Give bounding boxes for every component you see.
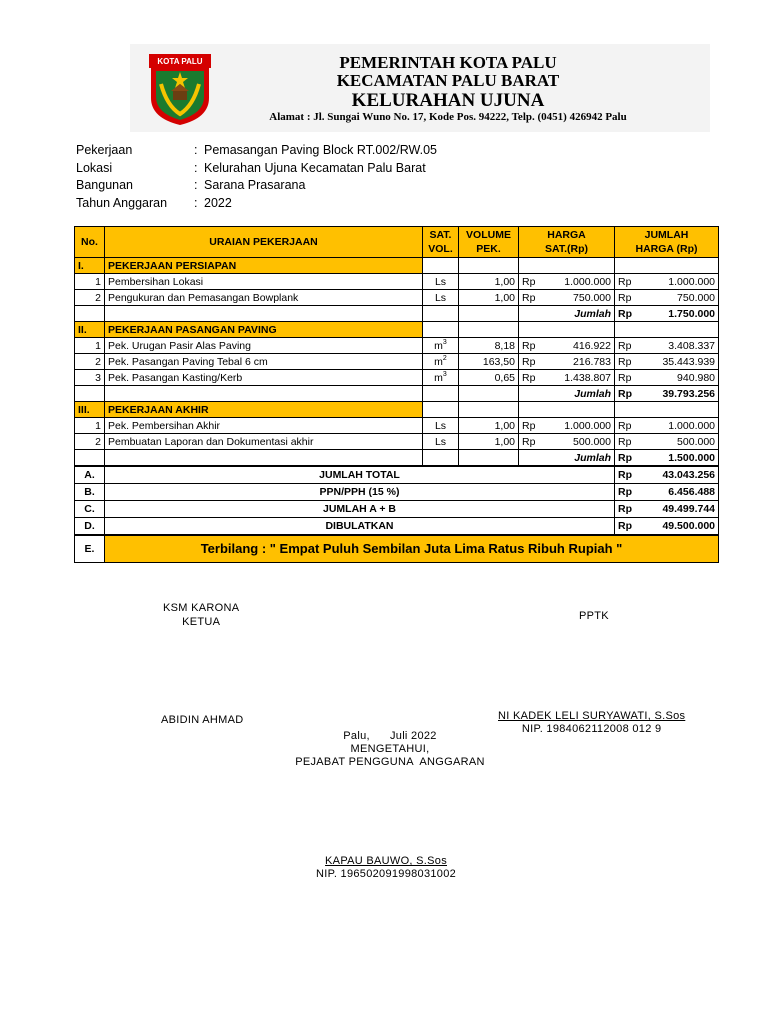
kota-palu-emblem-icon bbox=[147, 54, 213, 126]
total-row: A. JUMLAH TOTAL Rp 43.043.256 bbox=[75, 466, 719, 484]
section-row bbox=[75, 402, 719, 418]
table-row: 2 Pembuatan Laporan dan Dokumentasi akhir Ls 1,00 Rp 500.000 Rp 500.000 bbox=[75, 434, 719, 450]
info-value: Pemasangan Paving Block RT.002/RW.05 bbox=[204, 143, 438, 157]
info-key: Bangunan bbox=[76, 178, 134, 192]
info-value: Sarana Prasarana bbox=[204, 178, 306, 192]
section-row bbox=[75, 258, 719, 274]
place-date: Palu, Juli 2022 bbox=[343, 730, 437, 742]
ksm-name: ABIDIN AHMAD bbox=[161, 714, 244, 726]
info-row: Lokasi : Kelurahan Ujuna Kecamatan Palu Barat bbox=[76, 160, 437, 178]
signature-pa bbox=[316, 855, 456, 881]
pptk-name: NI KADEK LELI SURYAWATI, S.Sos bbox=[498, 710, 686, 722]
ksm-role: KETUA bbox=[182, 616, 221, 628]
table-row: 2 Pek. Pasangan Paving Tebal 6 cm $m^2$ 163,50 Rp 216.783 Rp 35.443.939 bbox=[75, 354, 719, 370]
table-row: 1 Pek. Pembersihan Akhir Ls 1,00 Rp 1.000.000 Rp 1.000.000 bbox=[75, 418, 719, 434]
info-row: Pekerjaan : Pemasangan Paving Block RT.002/RW.05 bbox=[76, 142, 437, 160]
info-row: Bangunan : Sarana Prasarana bbox=[76, 177, 437, 195]
pptk-role: PPTK bbox=[579, 610, 609, 622]
section-title: PEKERJAAN PASANGAN PAVING bbox=[105, 322, 423, 338]
logo-text: KOTA PALU bbox=[157, 57, 203, 66]
subtotal-row: Jumlah Rp 39.793.256 bbox=[75, 386, 719, 402]
signature-ksm bbox=[163, 601, 239, 629]
info-value: Kelurahan Ujuna Kecamatan Palu Barat bbox=[204, 160, 426, 175]
header-line-2: KECAMATAN PALU BARAT bbox=[336, 71, 560, 90]
info-value: 2022 bbox=[204, 195, 232, 210]
header-no: No. bbox=[75, 227, 105, 258]
table-row: 3 Pek. Pasangan Kasting/Kerb $m^3$ 0,65 Rp 1.438.807 Rp 940.980 bbox=[75, 370, 719, 386]
header-line-3: KELURAHAN UJUNA bbox=[351, 90, 545, 111]
subtotal-row: Jumlah Rp 1.500.000 bbox=[75, 450, 719, 467]
mengetahui: MENGETAHUI, bbox=[350, 743, 430, 755]
header-address: Alamat : Jl. Sungai Wuno No. 17, Kode Pos. 94222, Telp. (0451) 426942 Palu bbox=[269, 111, 627, 123]
pa-role: PEJABAT PENGGUNA ANGGARAN bbox=[295, 756, 485, 768]
table-row: 1 Pembersihan Lokasi Ls 1,00 Rp 1.000.000 Rp 1.000.000 bbox=[75, 274, 719, 290]
total-row: C. JUMLAH A + B Rp 49.499.744 bbox=[75, 501, 719, 518]
table-row: 2 Pengukuran dan Pemasangan Bowplank Ls 1,00 Rp 750.000 Rp 750.000 bbox=[75, 290, 719, 306]
letterhead-titles bbox=[228, 54, 668, 111]
pa-name: KAPAU BAUWO, S.Sos bbox=[325, 855, 447, 867]
subtotal-row: Jumlah Rp 1.750.000 bbox=[75, 306, 719, 322]
section-title: PEKERJAAN PERSIAPAN bbox=[105, 258, 423, 274]
cost-estimate-table bbox=[74, 226, 719, 563]
section-no: II. bbox=[75, 322, 105, 338]
header-uraian: URAIAN PEKERJAAN bbox=[105, 227, 423, 258]
terbilang-text: Terbilang : " Empat Puluh Sembilan Juta Lima Ratus Ribuh Rupiah " bbox=[105, 535, 719, 563]
info-key: Lokasi bbox=[76, 160, 113, 175]
signature-approval bbox=[290, 730, 490, 769]
signature-pptk bbox=[498, 710, 685, 736]
pptk-nip: NIP. 1984062112008 012 9 bbox=[521, 723, 662, 735]
header-harga: HARGA SAT.(Rp) bbox=[519, 227, 615, 258]
project-info bbox=[76, 142, 437, 212]
table-header bbox=[75, 227, 719, 258]
info-row: Tahun Anggaran : 2022 bbox=[76, 195, 437, 213]
total-row: D. DIBULATKAN Rp 49.500.000 bbox=[75, 518, 719, 536]
info-key: Tahun Anggaran bbox=[76, 195, 168, 210]
pa-nip: NIP. 196502091998031002 bbox=[316, 868, 457, 880]
terbilang-row: E. Terbilang : " Empat Puluh Sembilan Juta Lima Ratus Ribuh Rupiah " bbox=[75, 535, 719, 563]
ksm-org: KSM KARONA bbox=[163, 602, 240, 614]
section-no: III. bbox=[75, 402, 105, 418]
header-sat: SAT. VOL. bbox=[423, 227, 459, 258]
header-jumlah: JUMLAH HARGA (Rp) bbox=[615, 227, 719, 258]
section-no: I. bbox=[75, 258, 105, 274]
section-title: PEKERJAAN AKHIR bbox=[105, 402, 423, 418]
table-row: 1 Pek. Urugan Pasir Alas Paving $m^3$ 8,18 Rp 416.922 Rp 3.408.337 bbox=[75, 338, 719, 354]
total-row: B. PPN/PPH (15 %) Rp 6.456.488 bbox=[75, 484, 719, 501]
section-row bbox=[75, 322, 719, 338]
header-line-1: PEMERINTAH KOTA PALU bbox=[339, 53, 557, 72]
info-key: Pekerjaan bbox=[76, 143, 133, 157]
header-volume: VOLUME PEK. bbox=[459, 227, 519, 258]
